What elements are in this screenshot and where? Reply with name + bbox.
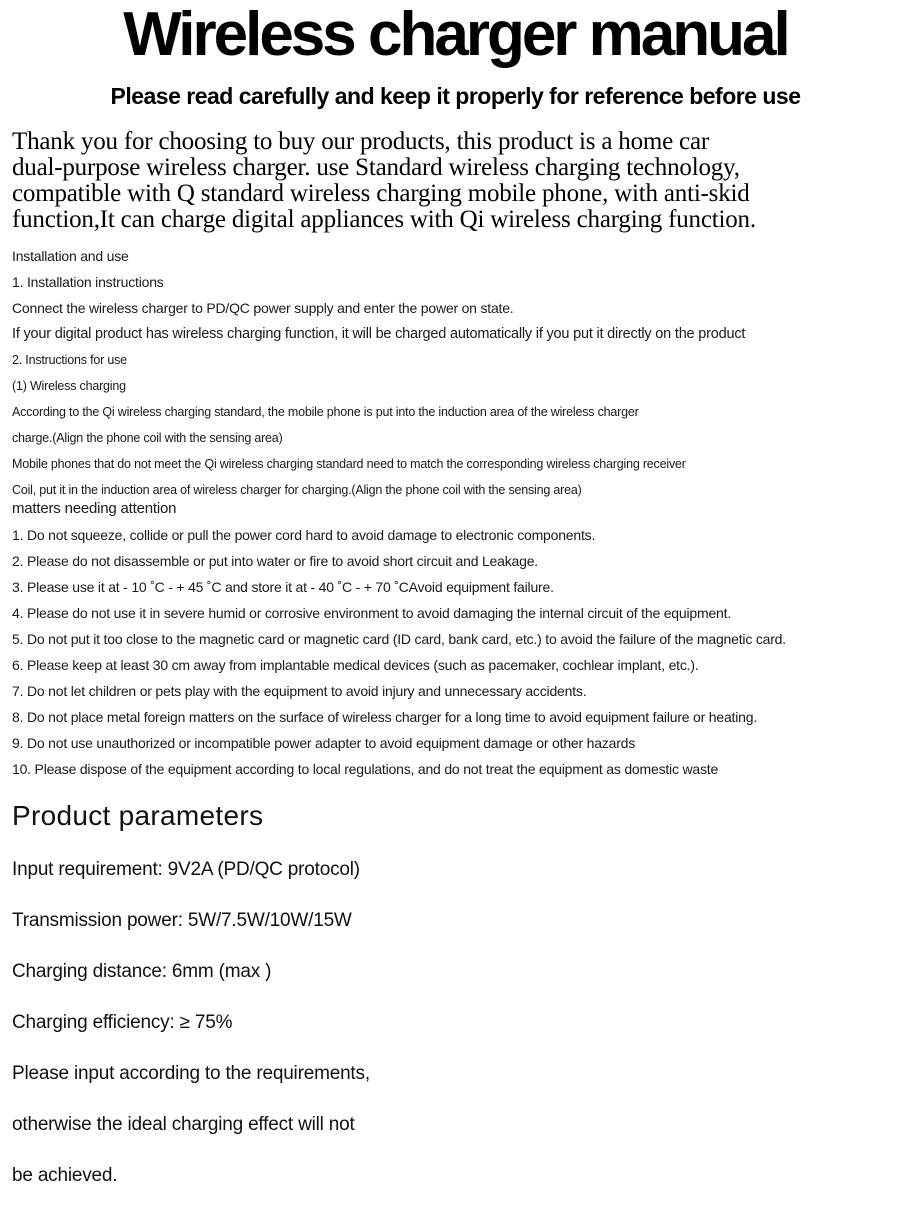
intro-paragraph xyxy=(12,129,899,233)
parameter-line: Charging efficiency: ≥ 75% xyxy=(12,1012,233,1033)
parameter-line: Input requirement: 9V2A (PD/QC protocol) xyxy=(12,859,360,880)
installation-line: Connect the wireless charger to PD/QC power supply and enter the power on state. xyxy=(12,300,514,316)
attention-item: 3. Please use it at - 10 ˚C - + 45 ˚C and store it at - 40 ˚C - + 70 ˚CAvoid equipment failure. xyxy=(12,579,554,595)
attention-item: 10. Please dispose of the equipment according to local regulations, and do not treat the equipment as domestic waste xyxy=(12,761,719,777)
attention-heading: matters needing attention xyxy=(12,500,177,517)
installation-line: (1) Wireless charging xyxy=(12,379,126,393)
installation-heading: Installation and use xyxy=(12,248,129,264)
intro-line: compatible with Q standard wireless charging mobile phone, with anti-skid xyxy=(12,180,750,207)
parameter-line: Charging distance: 6mm (max ) xyxy=(12,961,272,982)
attention-item: 4. Please do not use it in severe humid or corrosive environment to avoid damaging the internal circuit of the equipment. xyxy=(12,605,731,621)
parameter-line: be achieved. xyxy=(12,1165,118,1186)
parameters-heading: Product parameters xyxy=(12,800,264,831)
installation-line: charge.(Align the phone coil with the sensing area) xyxy=(12,431,283,445)
intro-line: dual-purpose wireless charger. use Standard wireless charging technology, xyxy=(12,154,740,181)
attention-item: 1. Do not squeeze, collide or pull the power cord hard to avoid damage to electronic components. xyxy=(12,527,596,543)
parameter-line: Transmission power: 5W/7.5W/10W/15W xyxy=(12,910,352,931)
intro-line: Thank you for choosing to buy our products, this product is a home car xyxy=(12,128,709,155)
parameters-section xyxy=(12,801,899,1188)
manual-subtitle: Please read carefully and keep it properly for reference before use xyxy=(110,83,801,109)
intro-line: function,It can charge digital appliances with Qi wireless charging function. xyxy=(12,206,756,233)
installation-line: If your digital product has wireless charging function, it will be charged automatically if you put it directly on the product xyxy=(12,326,746,342)
installation-line: 1. Installation instructions xyxy=(12,274,164,290)
installation-line: According to the Qi wireless charging standard, the mobile phone is put into the induction area of the wireless charger xyxy=(12,405,639,419)
parameter-line: Please input according to the requirements, xyxy=(12,1063,370,1084)
manual-title: Wireless charger manual xyxy=(123,0,788,69)
installation-line: 2. Instructions for use xyxy=(12,353,127,367)
attention-item: 2. Please do not disassemble or put into water or fire to avoid short circuit and Leakage. xyxy=(12,553,538,569)
parameter-line: otherwise the ideal charging effect will not xyxy=(12,1114,355,1135)
installation-section xyxy=(12,248,899,498)
installation-line: Coil, put it in the induction area of wireless charger for charging.(Align the phone coil with the sensing area) xyxy=(12,483,582,497)
attention-item: 7. Do not let children or pets play with the equipment to avoid injury and unnecessary accidents. xyxy=(12,683,587,699)
attention-item: 5. Do not put it too close to the magnetic card or magnetic card (ID card, bank card, etc.) to avoid the failure of the magnetic card. xyxy=(12,631,786,647)
attention-item: 8. Do not place metal foreign matters on the surface of wireless charger for a long time to avoid equipment failure or heating. xyxy=(12,709,758,725)
attention-item: 9. Do not use unauthorized or incompatible power adapter to avoid equipment damage or other hazards xyxy=(12,735,636,751)
installation-line: Mobile phones that do not meet the Qi wireless charging standard need to match the corresponding wireless charging receiver xyxy=(12,457,686,471)
attention-item: 6. Please keep at least 30 cm away from implantable medical devices (such as pacemaker, cochlear implant, etc.). xyxy=(12,657,699,673)
attention-section xyxy=(12,501,899,777)
